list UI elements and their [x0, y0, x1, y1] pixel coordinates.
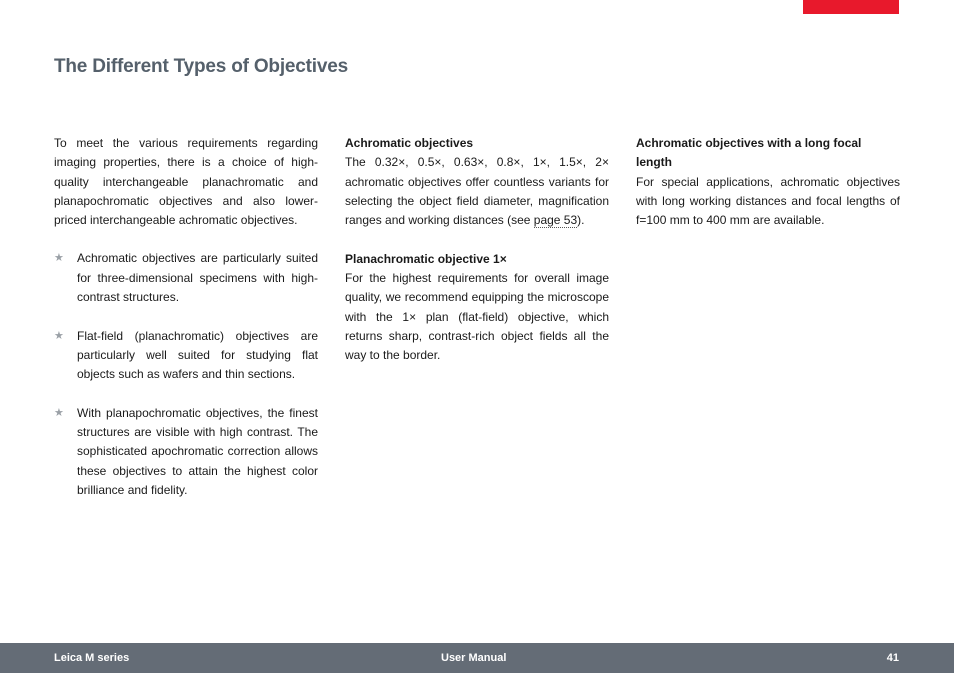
section-achromatic [345, 134, 609, 230]
star-icon: ★ [54, 406, 64, 419]
section-body [345, 153, 609, 230]
star-icon: ★ [54, 252, 64, 265]
bullet-text: With planapochromatic objectives, the finest structures are visible with high contrast. The sophisticated apochromatic correction allows these objectives to attain the highest color brilliance and fidelity. [77, 405, 318, 498]
list-item [54, 404, 318, 500]
page-footer [0, 643, 954, 673]
bullet-text: Achromatic objectives are particularly suited for three-dimensional specimens with high-contrast structures. [77, 251, 318, 305]
section-heading: Achromatic objectives [345, 136, 474, 150]
section-body: For the highest requirements for overall image quality, we recommend equipping the microscope with the 1× plan (flat-field) objective, which returns sharp, contrast-rich object fields all the way to the border. [345, 271, 609, 363]
bullet-text: Flat-field (planachromatic) objectives are particularly well suited for studying flat objects such as wafers and thin sections. [77, 328, 318, 382]
body-text: The 0.32×, 0.5×, 0.63×, 0.8×, 1×, 1.5×, 2× achromatic objectives offer countless variants for selecting the object field diameter, magnification ranges and working distances (see [345, 155, 609, 228]
footer-product-name: Leica M series [54, 652, 130, 664]
footer-doc-title: User Manual [441, 652, 507, 664]
section-heading: Planachromatic objective 1× [345, 251, 507, 266]
header-accent-tab [803, 0, 899, 14]
section-heading: Achromatic objectives with a long focal length [636, 136, 862, 170]
column-objectives [345, 134, 609, 366]
star-icon: ★ [54, 329, 64, 342]
objective-bullet-list [54, 249, 318, 500]
section-body: For special applications, achromatic objectives with long working distances and focal lengths of f=100 mm to 400 mm are available. [636, 174, 900, 228]
body-text-end: ). [577, 213, 585, 228]
column-long-focal [636, 134, 900, 230]
intro-paragraph: To meet the various requirements regarding imaging properties, there is a choice of high-quality interchangeable planachromatic and planapochromatic objectives and also lower-priced interchangeable achromatic objectives. [54, 136, 318, 228]
page-title: The Different Types of Objectives [54, 56, 348, 77]
page-number: 41 [886, 652, 899, 664]
page-reference-link[interactable]: page 53 [533, 213, 578, 228]
list-item [54, 249, 318, 307]
list-item [54, 327, 318, 385]
section-planachromatic [345, 250, 609, 366]
column-intro [54, 134, 318, 520]
